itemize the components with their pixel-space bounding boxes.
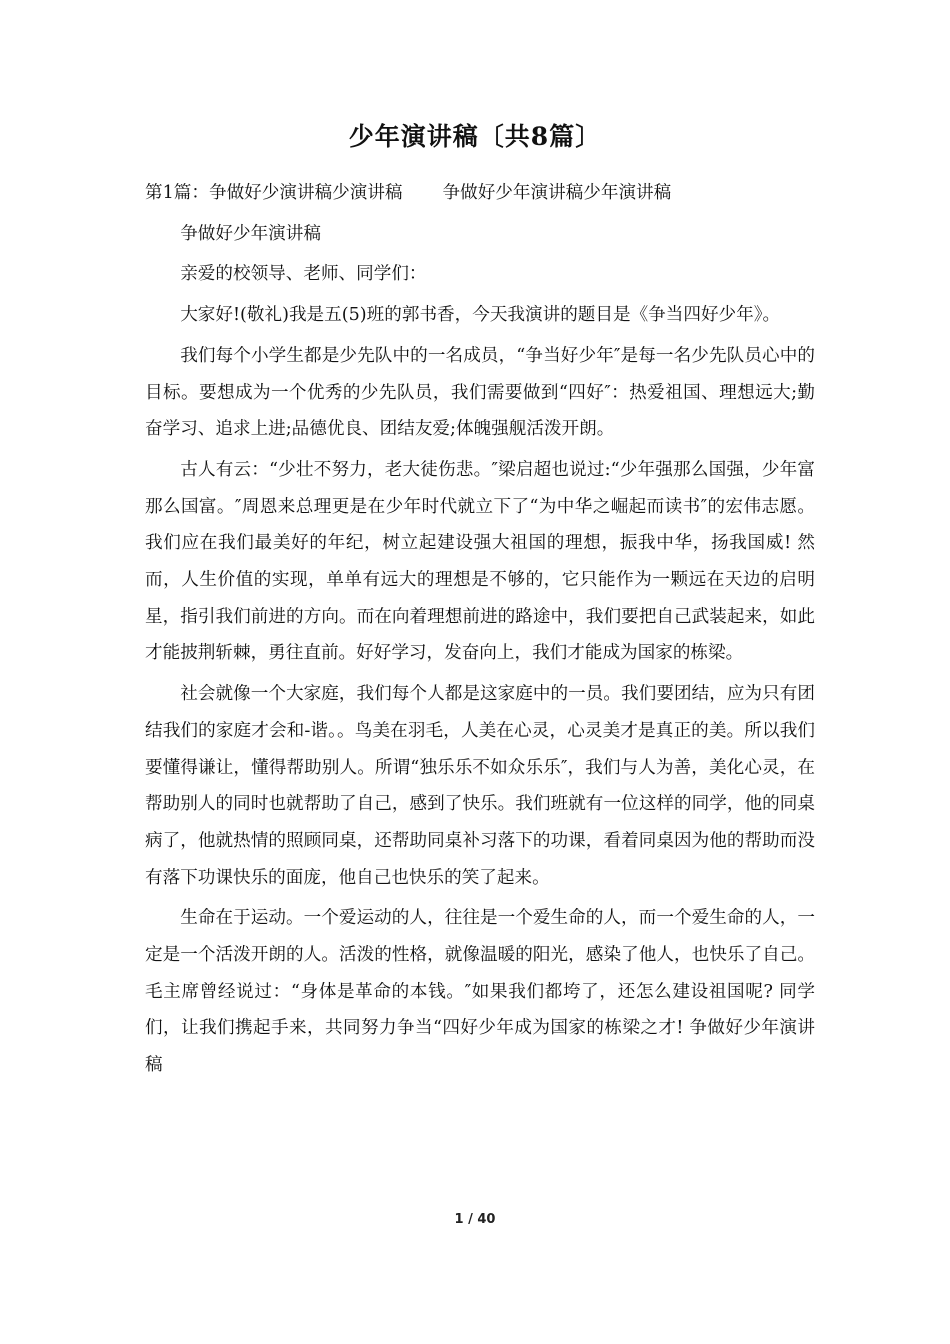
paragraph: 社会就像一个大家庭，我们每个人都是这家庭中的一员。我们要团结，应为只有团结我们的家庭才会和-谐。。鸟美在羽毛，人美在心灵，心灵美才是真正的美。所以我们要懂得谦让，懂得帮助别人。所谓“独乐乐不如众乐乐″，我们与人为善，美化心灵，在帮助别人的同时也就帮助了自己，感到了快乐。我们班就有一位这样的同学，他的同桌病了，他就热情的照顾同桌，还帮助同桌补习落下的功课，看着同桌因为他的帮助而没有落下功课快乐的面庞，他自己也快乐的笑了起来。: [145, 684, 815, 888]
page-number: 1 / 40: [454, 1212, 496, 1227]
chapter-heading-left: 第1篇：争做好少演讲稿少演讲稿: [145, 183, 403, 203]
paragraph: 大家好!(敬礼)我是五(5)班的郭书香，今天我演讲的题目是《争当四好少年》。: [180, 305, 781, 326]
document-title: 少年演讲稿〔共8篇〕: [348, 122, 602, 151]
chapter-heading-line: [145, 175, 815, 212]
speech-title: 争做好少年演讲稿: [180, 223, 321, 244]
paragraph: 古人有云：“少壮不努力，老大徒伤悲。″梁启超也说过:“少年强那么国强，少年富那么国富。″周恩来总理更是在少年时代就立下了“为中华之崛起而读书″的宏伟志愿。我们应在我们最美好的年纪，树立起建设强大祖国的理想，振我中华，扬我国威! 然而，人生价值的实现，单单有远大的理想是不够的，它只能作为一颗远在天边的启明星，指引我们前进的方向。而在向着理想前进的路途中，我们要把自己武装起来，如此才能披荆斩棘，勇往直前。好好学习，发奋向上，我们才能成为国家的栋梁。: [145, 459, 815, 664]
chapter-heading-right: 争做好少年演讲稿少年演讲稿: [442, 183, 672, 203]
document-body: [145, 175, 815, 1084]
paragraph: 我们每个小学生都是少先队中的一名成员，“争当好少年″是每一名少先队员心中的目标。要想成为一个优秀的少先队员，我们需要做到“四好″：热爱祖国、理想远大;勤奋学习、追求上进;品德优良、团结友爱;体魄强舰活泼开朗。: [145, 345, 815, 440]
greeting: 亲爱的校领导、老师、同学们：: [180, 264, 427, 285]
paragraph: 生命在于运动。一个爱运动的人，往往是一个爱生命的人，而一个爱生命的人，一定是一个活泼开朗的人。活泼的性格，就像温暖的阳光，感染了他人，也快乐了自己。毛主席曾经说过：“身体是革命的本钱。″如果我们都垮了，还怎么建设祖国呢? 同学们，让我们携起手来，共同努力争当“四好少年成为国家的栋梁之才! 争做好少年演讲稿: [145, 908, 815, 1076]
